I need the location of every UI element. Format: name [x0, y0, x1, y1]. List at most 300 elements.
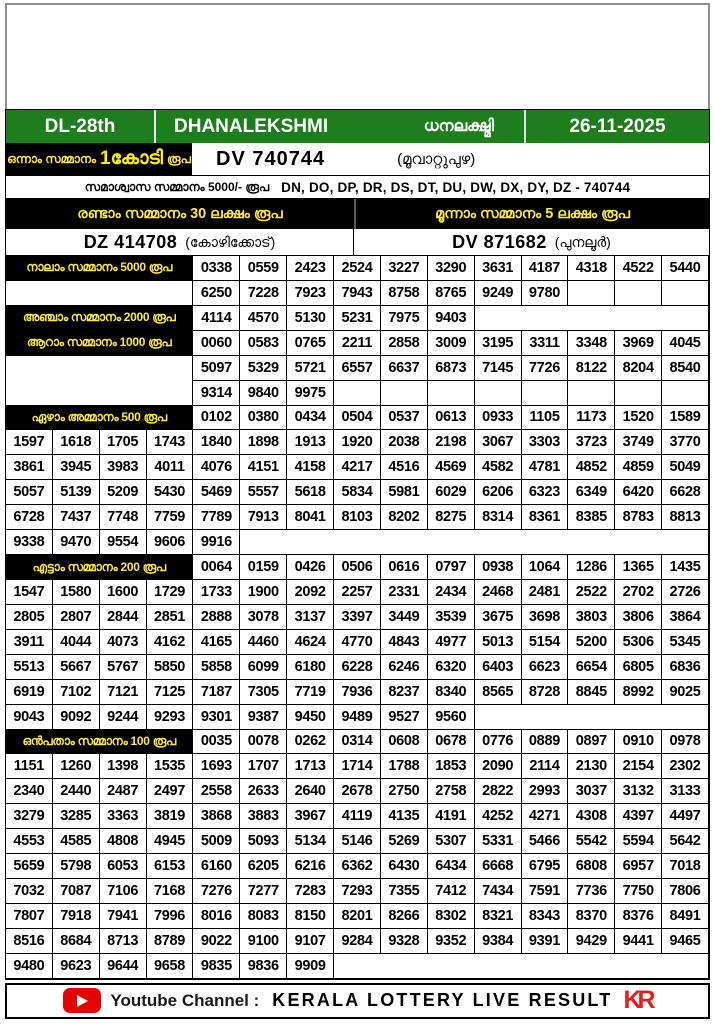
prize-number-cell: 7806: [662, 879, 709, 904]
prize-number-cell: 2257: [334, 580, 381, 605]
prize-number-cell: 9301: [193, 705, 240, 730]
prize-number-cell: 7918: [53, 904, 100, 929]
prize-number-cell: 7125: [147, 680, 194, 705]
prize-number-cell: 6420: [615, 480, 662, 505]
prize-number-cell: 4044: [53, 630, 100, 655]
prize-number-cell: 2434: [428, 580, 475, 605]
winning-numbers-table: [6, 255, 709, 979]
prize-number-cell: 0078: [240, 730, 287, 755]
prize-number-cell: 6795: [522, 854, 569, 879]
prize-number-cell: 4119: [334, 804, 381, 829]
prize-number-cell: 4977: [428, 630, 475, 655]
prize-number-cell: 5209: [100, 480, 147, 505]
results-row: [6, 580, 709, 605]
prize-number-cell: 8992: [615, 680, 662, 705]
prize-number-cell: 6362: [334, 854, 381, 879]
prize-number-cell: 2805: [6, 605, 53, 630]
prize-number-cell: 3861: [6, 455, 53, 480]
prize-number-cell: 5430: [147, 480, 194, 505]
result-header-bar: [6, 110, 709, 143]
prize-number-cell: 7305: [240, 680, 287, 705]
draw-date: 26-11-2025: [569, 115, 666, 137]
prize-number-cell: 6836: [662, 655, 709, 680]
prize-number-cell: 1260: [53, 754, 100, 779]
prize-number-cell: 2092: [287, 580, 334, 605]
prize-number-cell: 1580: [53, 580, 100, 605]
prize-number-cell: 1064: [522, 555, 569, 580]
prize-number-cell: 1547: [6, 580, 53, 605]
prize-number-cell: 8083: [240, 904, 287, 929]
consolation-prize-row: [6, 176, 709, 199]
prize-number-cell: 4187: [522, 256, 569, 281]
prize-number-cell: 1900: [240, 580, 287, 605]
prize-number-cell: 9554: [100, 530, 147, 555]
prize-number-cell: 7750: [615, 879, 662, 904]
prize-number-cell: 2497: [147, 779, 194, 804]
prize-number-cell: 5269: [381, 829, 428, 854]
prize-number-cell: 6623: [522, 655, 569, 680]
prize-number-cell: 7748: [100, 505, 147, 530]
prize-number-cell: 8361: [522, 505, 569, 530]
prize-number-cell: 1398: [100, 754, 147, 779]
prize-number-cell: 3290: [428, 256, 475, 281]
prize-number-cell: 4852: [568, 455, 615, 480]
prize-number-cell: 4073: [100, 630, 147, 655]
prize-number-cell: 8202: [381, 505, 428, 530]
prize-number-cell: 2807: [53, 605, 100, 630]
prize-number-cell: 5466: [522, 829, 569, 854]
prize-number-cell: 7145: [475, 356, 522, 381]
prize-number-cell: 4808: [100, 829, 147, 854]
prize-number-cell: 4158: [287, 455, 334, 480]
prize-number-cell: 4781: [522, 455, 569, 480]
prize-number-cell: 7018: [662, 854, 709, 879]
prize-number-cell: 9450: [287, 705, 334, 730]
prize-number-cell: 8813: [662, 505, 709, 530]
lottery-name-english: DHANALEKSHMI: [174, 115, 329, 137]
prize-number-cell: 1705: [100, 430, 147, 455]
prize-number-cell: 0613: [428, 406, 475, 431]
prize-number-cell: 5329: [240, 356, 287, 381]
third-prize-value: [354, 229, 709, 255]
prize-number-cell: 7807: [6, 904, 53, 929]
prize-number-cell: 2851: [147, 605, 194, 630]
prize-number-cell: 3133: [662, 779, 709, 804]
prize-number-cell: 7277: [240, 879, 287, 904]
prize-section-label: ഒൻപതാം സമ്മാനം 100 രൂപ: [6, 730, 193, 755]
prize-number-cell: 3449: [381, 605, 428, 630]
results-row: [6, 630, 709, 655]
first-prize-place: (മൂവാറ്റുപുഴ): [397, 150, 476, 168]
prize-number-cell: 9293: [147, 705, 194, 730]
empty-cell: [475, 705, 709, 730]
prize-number-cell: 6919: [6, 680, 53, 705]
prize-number-cell: 8491: [662, 904, 709, 929]
prize-number-cell: 9780: [522, 281, 569, 306]
prize-number-cell: 7168: [147, 879, 194, 904]
prize-number-cell: 2331: [381, 580, 428, 605]
prize-number-cell: 6728: [6, 505, 53, 530]
prize-section-label: നാലാം സമ്മാനം 5000 രൂപ: [6, 256, 193, 281]
prize-number-cell: 9244: [100, 705, 147, 730]
prize-number-cell: 8275: [428, 505, 475, 530]
prize-number-cell: 5469: [193, 480, 240, 505]
prize-number-cell: 7276: [193, 879, 240, 904]
prize-number-cell: 2198: [428, 430, 475, 455]
results-row: [6, 455, 709, 480]
results-row: [6, 605, 709, 630]
empty-cell: [522, 381, 569, 406]
results-row: [6, 904, 709, 929]
prize-number-cell: 7032: [6, 879, 53, 904]
prize-number-cell: 2487: [100, 779, 147, 804]
prize-number-cell: 9644: [100, 954, 147, 979]
prize-number-cell: 7434: [475, 879, 522, 904]
prize-number-cell: 3285: [53, 804, 100, 829]
prize-number-cell: 3864: [662, 605, 709, 630]
prize-number-cell: 8041: [287, 505, 334, 530]
empty-cell: [428, 381, 475, 406]
prize-number-cell: 5231: [334, 306, 381, 331]
prize-number-cell: 6349: [568, 480, 615, 505]
prize-number-cell: 6029: [428, 480, 475, 505]
prize-number-cell: 6628: [662, 480, 709, 505]
results-row: [6, 854, 709, 879]
prize-number-cell: 4553: [6, 829, 53, 854]
prize-number-cell: 5834: [334, 480, 381, 505]
prize-number-cell: 8204: [615, 356, 662, 381]
prize-number-cell: 5345: [662, 630, 709, 655]
prize-number-cell: 1743: [147, 430, 194, 455]
prize-number-cell: 5642: [662, 829, 709, 854]
prize-number-cell: 1435: [662, 555, 709, 580]
empty-cell: [475, 306, 709, 331]
prize-number-cell: 4045: [662, 331, 709, 356]
prize-number-cell: 8266: [381, 904, 428, 929]
prize-number-cell: 7943: [334, 281, 381, 306]
prize-number-cell: 6654: [568, 655, 615, 680]
prize-number-cell: 2633: [240, 779, 287, 804]
results-row: [6, 879, 709, 904]
prize-number-cell: 3303: [522, 430, 569, 455]
prize-number-cell: 9835: [193, 954, 240, 979]
prize-number-cell: 6957: [615, 854, 662, 879]
prize-number-cell: 5331: [475, 829, 522, 854]
prize-number-cell: 0765: [287, 331, 334, 356]
prize-number-cell: 6246: [381, 655, 428, 680]
prize-number-cell: 3078: [240, 605, 287, 630]
prize-number-cell: 8302: [428, 904, 475, 929]
prize-number-cell: 7726: [522, 356, 569, 381]
prize-number-cell: 5130: [287, 306, 334, 331]
prize-number-cell: 2481: [522, 580, 569, 605]
results-row: [6, 555, 709, 580]
first-prize-label: [6, 143, 192, 175]
prize-number-cell: 1714: [334, 754, 381, 779]
prize-number-cell: 8540: [662, 356, 709, 381]
prize-number-cell: 2858: [381, 331, 428, 356]
prize-number-cell: 9100: [240, 929, 287, 954]
prize-number-cell: 1713: [287, 754, 334, 779]
prize-number-cell: 8201: [334, 904, 381, 929]
prize-number-cell: 8728: [522, 680, 569, 705]
empty-cell: [615, 281, 662, 306]
prize-number-cell: 1693: [193, 754, 240, 779]
prize-number-cell: 9489: [334, 705, 381, 730]
prize-number-cell: 9403: [428, 306, 475, 331]
prize-number-cell: 0897: [568, 730, 615, 755]
prize-number-cell: 8845: [568, 680, 615, 705]
prize-number-cell: 9092: [53, 705, 100, 730]
prize-number-cell: 8385: [568, 505, 615, 530]
prize-number-cell: 0506: [334, 555, 381, 580]
label-column-blank: [6, 281, 193, 306]
prize-number-cell: 2468: [475, 580, 522, 605]
prize-number-cell: 9022: [193, 929, 240, 954]
results-row: [6, 954, 709, 979]
second-prize-number: DZ 414708: [83, 231, 178, 252]
prize-number-cell: 2758: [428, 779, 475, 804]
kr-logo: KR: [623, 986, 652, 1015]
prize-number-cell: 2340: [6, 779, 53, 804]
results-row: [6, 281, 709, 306]
prize-number-cell: 2038: [381, 430, 428, 455]
first-prize-amount: 1കോടി: [100, 148, 164, 169]
prize-number-cell: 0380: [240, 406, 287, 431]
prize-number-cell: 6320: [428, 655, 475, 680]
prize-number-cell: 5093: [240, 829, 287, 854]
prize-number-cell: 0933: [475, 406, 522, 431]
prize-number-cell: 6180: [287, 655, 334, 680]
prize-number-cell: 0537: [381, 406, 428, 431]
prize-number-cell: 0910: [615, 730, 662, 755]
prize-number-cell: 4318: [568, 256, 615, 281]
prize-number-cell: 9314: [193, 381, 240, 406]
second-prize-label: രണ്ടാം സമ്മാനം 30 ലക്ഷം രൂപ: [77, 206, 283, 222]
prize-number-cell: 4135: [381, 804, 428, 829]
prize-number-cell: 8370: [568, 904, 615, 929]
prize-number-cell: 5009: [193, 829, 240, 854]
prize-number-cell: 7759: [147, 505, 194, 530]
prize-number-cell: 3137: [287, 605, 334, 630]
prize-number-cell: 8340: [428, 680, 475, 705]
prize-number-cell: 9465: [662, 929, 709, 954]
prize-number-cell: 2423: [287, 256, 334, 281]
prize-number-cell: 8376: [615, 904, 662, 929]
prize-number-cell: 4162: [147, 630, 194, 655]
prize-number-cell: 5307: [428, 829, 475, 854]
prize-number-cell: 1920: [334, 430, 381, 455]
prize-number-cell: 4945: [147, 829, 194, 854]
prize-number-cell: 2844: [100, 605, 147, 630]
prize-number-cell: 9470: [53, 530, 100, 555]
third-prize-place: (പുനലൂർ): [554, 233, 611, 250]
results-row: [6, 430, 709, 455]
prize-number-cell: 1520: [615, 406, 662, 431]
prize-number-cell: 5798: [53, 854, 100, 879]
prize-number-cell: 9916: [193, 530, 240, 555]
prize-number-cell: 1618: [53, 430, 100, 455]
prize-number-cell: 6434: [428, 854, 475, 879]
prize-number-cell: 9384: [475, 929, 522, 954]
prize-number-cell: 6205: [240, 854, 287, 879]
results-row: [6, 705, 709, 730]
prize-number-cell: 7102: [53, 680, 100, 705]
results-row: [6, 680, 709, 705]
prize-number-cell: 9560: [428, 705, 475, 730]
first-prize-label-prefix: ഒന്നാം സമ്മാനം: [7, 151, 96, 166]
prize-number-cell: 7437: [53, 505, 100, 530]
prize-number-cell: 3227: [381, 256, 428, 281]
prize-number-cell: 7283: [287, 879, 334, 904]
prize-number-cell: 7591: [522, 879, 569, 904]
prize-number-cell: 2114: [522, 754, 569, 779]
prize-number-cell: 6873: [428, 356, 475, 381]
prize-number-cell: 6153: [147, 854, 194, 879]
prize-number-cell: 1898: [240, 430, 287, 455]
prize-number-cell: 7355: [381, 879, 428, 904]
prize-number-cell: 4516: [381, 455, 428, 480]
prize-number-cell: 9836: [240, 954, 287, 979]
prize-number-cell: 5200: [568, 630, 615, 655]
prize-number-cell: 8016: [193, 904, 240, 929]
prize-number-cell: 5134: [287, 829, 334, 854]
blank-top-panel: [5, 3, 710, 109]
prize-number-cell: 2640: [287, 779, 334, 804]
prize-number-cell: 4271: [522, 804, 569, 829]
results-row: [6, 480, 709, 505]
prize-number-cell: 5618: [287, 480, 334, 505]
prize-number-cell: 5858: [193, 655, 240, 680]
results-row: [6, 406, 709, 431]
prize-number-cell: 3806: [615, 605, 662, 630]
prize-number-cell: 3770: [662, 430, 709, 455]
prize-number-cell: 9328: [381, 929, 428, 954]
prize-number-cell: 8758: [381, 281, 428, 306]
prize-number-cell: 4585: [53, 829, 100, 854]
prize-number-cell: 3037: [568, 779, 615, 804]
prize-number-cell: 6099: [240, 655, 287, 680]
results-row: [6, 256, 709, 281]
prize-number-cell: 4252: [475, 804, 522, 829]
prize-number-cell: 9025: [662, 680, 709, 705]
youtube-footer-bar: [5, 983, 710, 1019]
prize-number-cell: 2678: [334, 779, 381, 804]
prize-section-label: അഞ്ചാം സമ്മാനം 2000 രൂപ: [6, 306, 193, 331]
prize-number-cell: 8783: [615, 505, 662, 530]
results-row: [6, 356, 709, 381]
youtube-play-icon: [63, 988, 101, 1013]
prize-number-cell: 5146: [334, 829, 381, 854]
prize-number-cell: 8516: [6, 929, 53, 954]
empty-cell: [568, 281, 615, 306]
prize-number-cell: 7293: [334, 879, 381, 904]
prize-number-cell: 6808: [568, 854, 615, 879]
prize-number-cell: 0434: [287, 406, 334, 431]
prize-number-cell: 9441: [615, 929, 662, 954]
label-column-blank: [6, 381, 193, 406]
prize-number-cell: 1105: [522, 406, 569, 431]
prize-number-cell: 9391: [522, 929, 569, 954]
prize-number-cell: 2558: [193, 779, 240, 804]
empty-cell: [568, 381, 615, 406]
prize-number-cell: 7087: [53, 879, 100, 904]
results-row: [6, 381, 709, 406]
prize-number-cell: 7106: [100, 879, 147, 904]
prize-number-cell: 3397: [334, 605, 381, 630]
prize-number-cell: 6637: [381, 356, 428, 381]
prize-number-cell: 7719: [287, 680, 334, 705]
prize-number-cell: 0338: [193, 256, 240, 281]
prize-number-cell: 2750: [381, 779, 428, 804]
prize-number-cell: 0608: [381, 730, 428, 755]
prize-number-cell: 7913: [240, 505, 287, 530]
consolation-series: DN, DO, DP, DR, DS, DT, DU, DW, DX, DY, DZ - 740744: [281, 179, 631, 195]
prize-number-cell: 8789: [147, 929, 194, 954]
prize-number-cell: 1173: [568, 406, 615, 431]
prize-number-cell: 4843: [381, 630, 428, 655]
prize-number-cell: 7936: [334, 680, 381, 705]
prize-number-cell: 4191: [428, 804, 475, 829]
prize-number-cell: 6403: [475, 655, 522, 680]
prize-number-cell: 1707: [240, 754, 287, 779]
prize-number-cell: 6216: [287, 854, 334, 879]
prize-number-cell: 5513: [6, 655, 53, 680]
prize-number-cell: 0678: [428, 730, 475, 755]
prize-number-cell: 4522: [615, 256, 662, 281]
prize-number-cell: 0583: [240, 331, 287, 356]
prize-number-cell: 1913: [287, 430, 334, 455]
results-row: [6, 929, 709, 954]
third-prize-label: മൂന്നാം സമ്മാനം 5 ലക്ഷം രൂപ: [435, 206, 630, 222]
results-row: [6, 779, 709, 804]
prize-number-cell: 5306: [615, 630, 662, 655]
prize-number-cell: 3883: [240, 804, 287, 829]
prize-number-cell: 6805: [615, 655, 662, 680]
results-row: [6, 505, 709, 530]
prize-number-cell: 1600: [100, 580, 147, 605]
prize-number-cell: 1151: [6, 754, 53, 779]
prize-number-cell: 0064: [193, 555, 240, 580]
label-column-blank: [6, 356, 193, 381]
first-prize-label-suffix: രൂപ: [167, 151, 191, 166]
prize-number-cell: 0426: [287, 555, 334, 580]
prize-number-cell: 8565: [475, 680, 522, 705]
prize-number-cell: 3723: [568, 430, 615, 455]
results-row: [6, 306, 709, 331]
prize-number-cell: 5542: [568, 829, 615, 854]
prize-number-cell: 6668: [475, 854, 522, 879]
results-row: [6, 754, 709, 779]
prize-number-cell: 9429: [568, 929, 615, 954]
empty-cell: [662, 381, 709, 406]
prize-number-cell: 3132: [615, 779, 662, 804]
prize-number-cell: 1589: [662, 406, 709, 431]
prize-number-cell: 1535: [147, 754, 194, 779]
prize-number-cell: 2726: [662, 580, 709, 605]
prize-number-cell: 7412: [428, 879, 475, 904]
prize-number-cell: 3819: [147, 804, 194, 829]
prize-number-cell: 9387: [240, 705, 287, 730]
prize-number-cell: 1286: [568, 555, 615, 580]
youtube-channel-name: KERALA LOTTERY LIVE RESULT: [272, 990, 613, 1011]
consolation-label: സമാശ്വാസ സമ്മാനം 5000/- രൂപ: [84, 179, 270, 194]
prize-number-cell: 5139: [53, 480, 100, 505]
prize-number-cell: 7975: [381, 306, 428, 331]
prize-number-cell: 8150: [287, 904, 334, 929]
prize-number-cell: 5981: [381, 480, 428, 505]
prize-number-cell: 0978: [662, 730, 709, 755]
